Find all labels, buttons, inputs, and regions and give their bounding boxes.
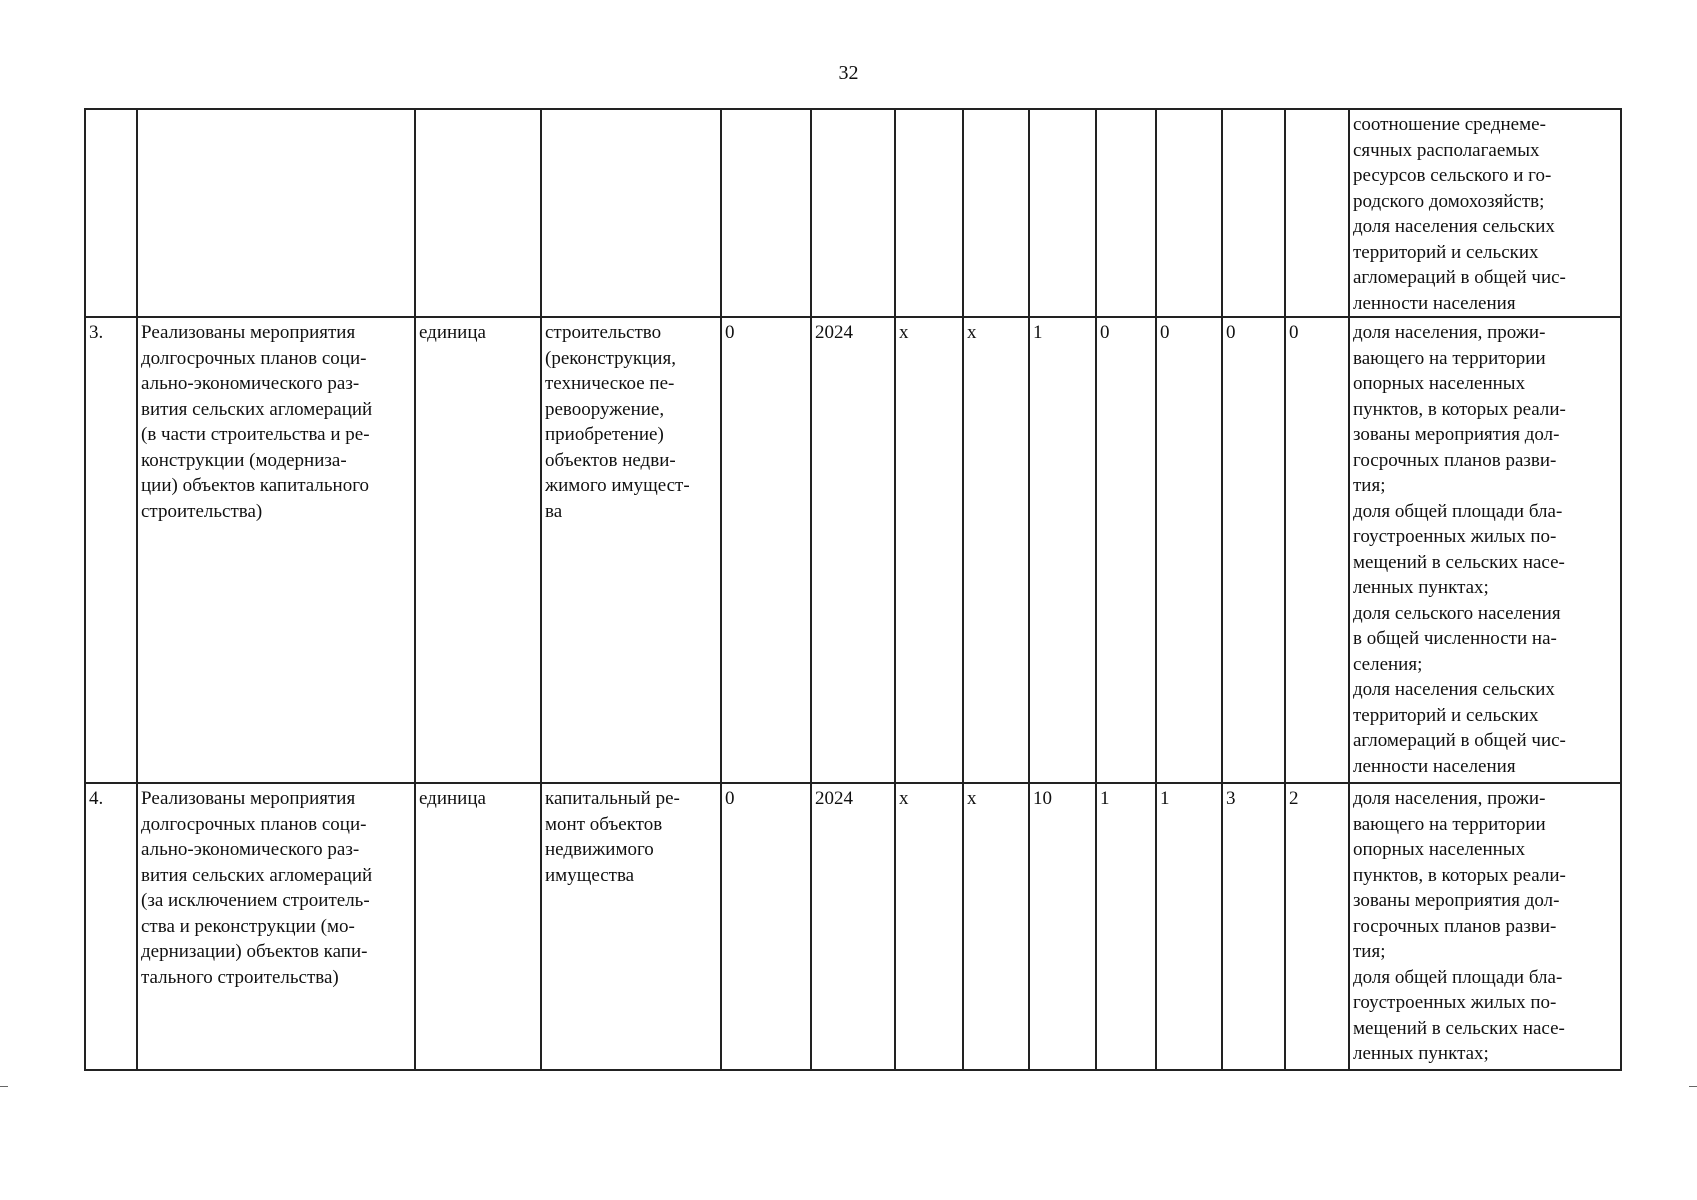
cell-num: 4. [85, 783, 137, 1070]
cell-c4: 0 [1096, 317, 1156, 783]
cell-name: Реализованы мероприятия долгосрочных планов соци- ально-экономического раз- вития сельских агломераций (в части строительства и ре- конструкции (модерниза- ции) объектов капитального строительства) [137, 317, 415, 783]
scan-edge-mark-right [1689, 1086, 1697, 1087]
cell-c5: 0 [1156, 317, 1222, 783]
cell-c1: х [895, 783, 963, 1070]
cell-year [811, 109, 895, 317]
cell-base [721, 109, 811, 317]
cell-c6 [1222, 109, 1285, 317]
page-number: 32 [838, 62, 859, 84]
cell-c3: 10 [1029, 783, 1096, 1070]
cell-c2: х [963, 783, 1029, 1070]
cell-c3: 1 [1029, 317, 1096, 783]
table-row [85, 317, 1621, 783]
cell-c5 [1156, 109, 1222, 317]
table-row-continued [85, 109, 1621, 317]
data-table [84, 108, 1622, 1071]
scan-edge-mark-left [0, 1086, 8, 1087]
cell-c2 [963, 109, 1029, 317]
cell-base: 0 [721, 317, 811, 783]
cell-c1: х [895, 317, 963, 783]
cell-c6: 3 [1222, 783, 1285, 1070]
cell-c4: 1 [1096, 783, 1156, 1070]
cell-name: Реализованы мероприятия долгосрочных планов соци- ально-экономического раз- вития сельских агломераций (за исключением строитель- ства и реконструкции (мо- дернизации) объектов капи- тального строительства) [137, 783, 415, 1070]
cell-unit [415, 109, 541, 317]
cell-type [541, 109, 721, 317]
cell-base: 0 [721, 783, 811, 1070]
cell-c7: 2 [1285, 783, 1349, 1070]
cell-type: строительство (реконструкция, техническое пе- ревооружение, приобретение) объектов недви- жимого имущест- ва [541, 317, 721, 783]
cell-indicators: доля населения, прожи- вающего на территории опорных населенных пунктов, в которых реали- зованы мероприятия дол- госрочных планов разви- тия; доля общей площади бла- гоустроенных жилых по- мещений в сельских насе- ленных пунктах; [1349, 783, 1621, 1070]
cell-indicators: доля населения, прожи- вающего на территории опорных населенных пунктов, в которых реали- зованы мероприятия дол- госрочных планов разви- тия; доля общей площади бла- гоустроенных жилых по- мещений в сельских насе- ленных пунктах; доля сельского населения в общей численности на- селения; доля населения сельских территорий и сельских агломераций в общей чис- ленности населения [1349, 317, 1621, 783]
cell-c1 [895, 109, 963, 317]
cell-type: капитальный ре- монт объектов недвижимого имущества [541, 783, 721, 1070]
cell-c2: х [963, 317, 1029, 783]
table-row [85, 783, 1621, 1070]
cell-name [137, 109, 415, 317]
cell-num: 3. [85, 317, 137, 783]
cell-c7 [1285, 109, 1349, 317]
cell-indicators: соотношение среднеме- сячных располагаемых ресурсов сельского и го- родского домохозяйств; доля населения сельских территорий и сельских агломераций в общей чис- ленности населения [1349, 109, 1621, 317]
cell-c3 [1029, 109, 1096, 317]
cell-unit: единица [415, 783, 541, 1070]
cell-year: 2024 [811, 317, 895, 783]
cell-c6: 0 [1222, 317, 1285, 783]
cell-c5: 1 [1156, 783, 1222, 1070]
cell-c4 [1096, 109, 1156, 317]
cell-unit: единица [415, 317, 541, 783]
cell-c7: 0 [1285, 317, 1349, 783]
cell-num [85, 109, 137, 317]
cell-year: 2024 [811, 783, 895, 1070]
